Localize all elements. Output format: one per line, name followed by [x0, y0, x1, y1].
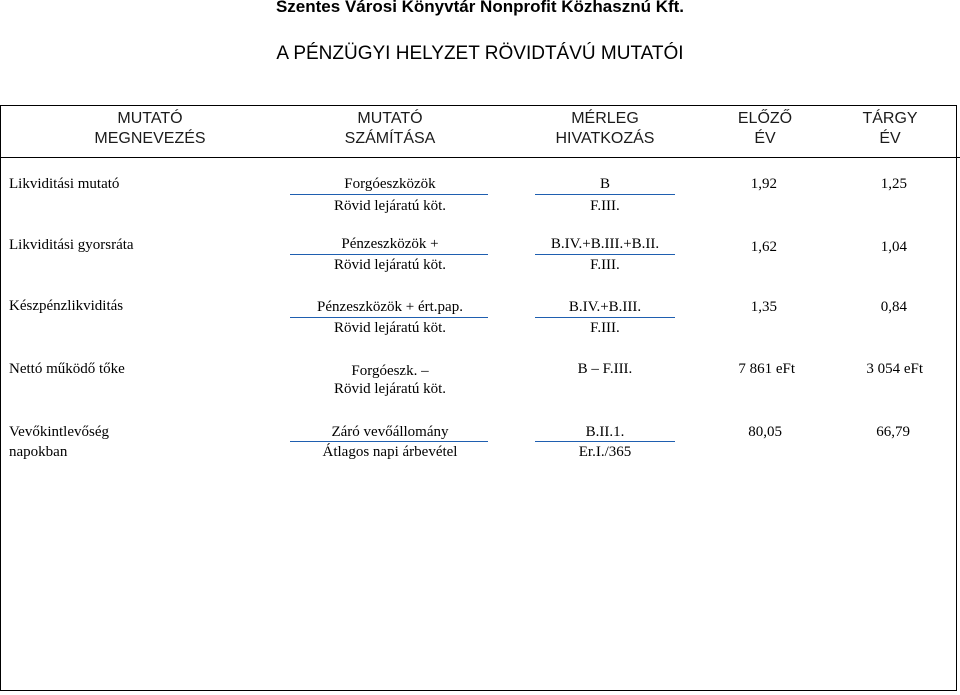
curr-value: 1,04	[880, 239, 907, 255]
prev-value: 80,05	[748, 424, 782, 440]
calc-denominator: Rövid lejáratú köt.	[333, 257, 447, 273]
row-name: Likviditási gyorsráta	[9, 237, 134, 253]
calc-numerator: Forgóeszközök	[344, 176, 436, 192]
prev-value: 1,62	[750, 239, 777, 255]
ref-numerator: B.IV.+B.III.+B.II.	[550, 236, 660, 252]
ref-formula: B – F.III.	[577, 361, 633, 377]
calc-denominator: Rövid lejáratú köt.	[333, 320, 447, 336]
organization-title: Szentes Városi Könyvtár Nonprofit Közhasznú Kft.	[275, 0, 685, 16]
header-prev: ELŐZŐ ÉV	[737, 110, 793, 147]
page-title: A PÉNZÜGYI HELYZET RÖVIDTÁVÚ MUTATÓI	[276, 43, 684, 64]
calc-numerator: Pénzeszközök +	[341, 236, 439, 252]
calc-denominator: Rövid lejáratú köt.	[333, 198, 447, 214]
ref-numerator: B	[599, 176, 610, 192]
ref-numerator: B.II.1.	[585, 424, 625, 440]
prev-value: 1,92	[750, 176, 777, 192]
row-name: Vevőkintlevőség napokban	[9, 424, 109, 460]
prev-value: 1,35	[750, 299, 777, 315]
prev-value: 7 861 eFt	[738, 361, 795, 377]
calc-numerator: Pénzeszközök + ért.pap.	[317, 299, 463, 315]
row-name: Likviditási mutató	[9, 176, 120, 192]
row-name: Nettó működő tőke	[9, 361, 125, 377]
calc-denominator: Átlagos napi árbevétel	[322, 444, 458, 460]
calc-denominator: Rövid lejáratú köt.	[333, 381, 447, 397]
curr-value: 0,84	[880, 299, 907, 315]
ref-denominator: Er.I./365	[578, 444, 632, 460]
ref-denominator: F.III.	[590, 320, 620, 336]
row-name: Készpénzlikviditás	[9, 298, 124, 314]
ref-denominator: F.III.	[590, 257, 620, 273]
fraction-line	[290, 194, 488, 195]
header-name: MUTATÓ MEGNEVEZÉS	[94, 110, 206, 147]
ref-numerator: B.IV.+B.III.	[568, 299, 642, 315]
header-curr: TÁRGY ÉV	[862, 110, 918, 147]
curr-value: 1,25	[880, 176, 907, 192]
ref-denominator: F.III.	[590, 198, 620, 214]
header-ref: MÉRLEG HIVATKOZÁS	[555, 110, 655, 147]
curr-value: 3 054 eFt	[866, 361, 923, 377]
header-calc: MUTATÓ SZÁMÍTÁSA	[344, 110, 436, 147]
curr-value: 66,79	[876, 424, 910, 440]
header-divider	[0, 157, 960, 158]
calc-numerator: Forgóeszk. –	[351, 363, 429, 379]
calc-numerator: Záró vevőállomány	[331, 424, 449, 440]
ref-fraction-line	[535, 194, 675, 195]
